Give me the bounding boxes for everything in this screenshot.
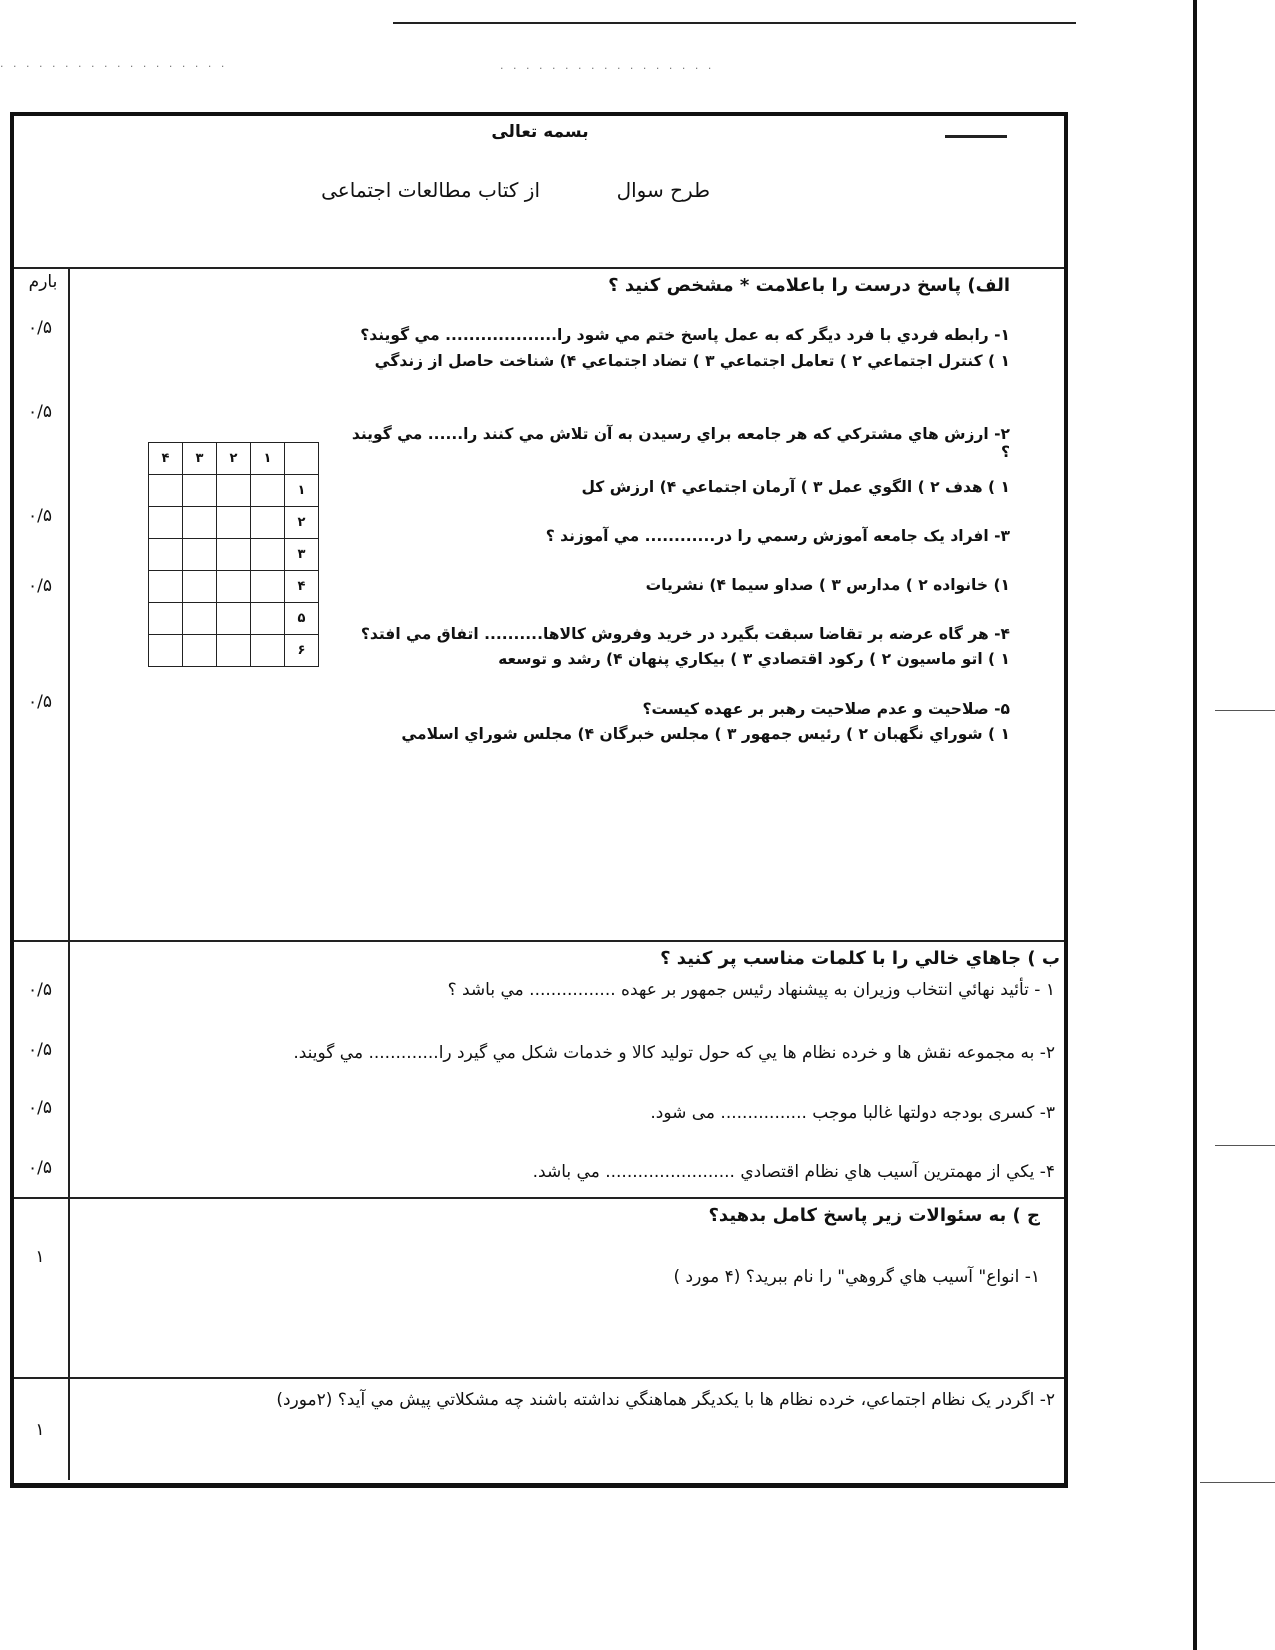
grid-cell[interactable]: [217, 539, 251, 571]
score-b4: ۰/۵: [28, 1158, 52, 1178]
grid-cell[interactable]: [149, 603, 183, 635]
score-c1: ۱: [35, 1247, 45, 1267]
scan-noise-2: · · · · · · · · · · · · · · · · ·: [500, 62, 715, 75]
grid-cell[interactable]: [217, 603, 251, 635]
grid-cell[interactable]: [183, 603, 217, 635]
section-c-title: ج ) به سئوالات زير پاسخ كامل بدهيد؟: [708, 1205, 1040, 1226]
grid-row-number: ۶: [285, 635, 319, 667]
score-a4: ۰/۵: [28, 576, 52, 596]
grid-cell[interactable]: [251, 603, 285, 635]
grid-row-number: ۱: [285, 475, 319, 507]
grid-corner: [285, 443, 319, 475]
question-b4: ۴- يكي از مهمترين آسيب هاي نظام اقتصادي ........................ مي باشد.: [532, 1162, 1055, 1182]
grid-row-number: ۴: [285, 571, 319, 603]
question-a4: ۴- هر گاه عرضه بر تقاضا سبقت بگيرد در خريد وفروش كالاها.......... اتفاق مي افتد؟: [360, 625, 1010, 643]
grid-cell[interactable]: [217, 475, 251, 507]
margin-tick-2: [1215, 1145, 1275, 1146]
score-a5: ۰/۵: [28, 692, 52, 712]
question-a5: ۵- صلاحيت و عدم صلاحيت رهبر بر عهده كيست؟: [642, 700, 1010, 718]
grid-cell[interactable]: [217, 635, 251, 667]
right-margin-strip: [1193, 0, 1275, 1650]
score-a2: ۰/۵: [28, 402, 52, 422]
grid-cell[interactable]: [183, 475, 217, 507]
section-b-separator: [14, 940, 1064, 942]
score-b2: ۰/۵: [28, 1040, 52, 1060]
top-rule: [393, 22, 1076, 24]
grid-cell[interactable]: [251, 539, 285, 571]
options-a3: ۱) خانواده ۲ ) مدارس ۳ ) صداو سيما ۴) نشريات: [645, 576, 1010, 594]
scan-noise: · · · · · · · · · · · · · · · · · ·: [0, 60, 228, 73]
question-b1: ۱ - تأئيد نهائي انتخاب وزيران به پيشنهاد رئيس جمهور بر عهده ................ مي باشد ؟: [447, 980, 1055, 1000]
grid-row: [149, 475, 319, 507]
grid-col-1: ۱: [251, 443, 285, 475]
grid-row: [149, 571, 319, 603]
grid-cell[interactable]: [183, 507, 217, 539]
section-c-separator: [14, 1197, 1064, 1199]
designer-label: طرح سوال: [616, 178, 710, 202]
question-a2: ۲- ارزش هاي مشتركي كه هر جامعه براي رسيدن به آن تلاش مي كنند را...... مي گويند ؟: [351, 425, 1010, 461]
grid-row-number: ۲: [285, 507, 319, 539]
grid-row-number: ۳: [285, 539, 319, 571]
question-a1: ۱- رابطه فردي با فرد ديگر كه به عمل پاسخ ختم مي شود را................... مي گويند؟: [360, 326, 1010, 344]
grid-cell[interactable]: [149, 635, 183, 667]
options-a2: ۱ ) هدف ۲ ) الگوي عمل ۳ ) آرمان اجتماعي ۴) ارزش كل: [581, 478, 1010, 496]
grid-cell[interactable]: [251, 475, 285, 507]
grid-cell[interactable]: [251, 571, 285, 603]
book-label: از کتاب مطالعات اجتماعی: [321, 178, 540, 202]
question-b2: ۲- به مجموعه نقش ها و خرده نظام ها يي كه حول توليد كالا و خدمات شكل مي گيرد را............. مي گويند.: [293, 1043, 1055, 1063]
grid-col-4: ۴: [149, 443, 183, 475]
score-a1: ۰/۵: [28, 318, 52, 338]
grid-cell[interactable]: [251, 507, 285, 539]
grid-cell[interactable]: [183, 539, 217, 571]
grid-cell[interactable]: [149, 507, 183, 539]
grid-cell[interactable]: [217, 507, 251, 539]
margin-tick-3: [1200, 1482, 1275, 1483]
grid-row: [149, 635, 319, 667]
grid-col-3: ۳: [183, 443, 217, 475]
options-a5: ۱ ) شوراي نگهبان ۲ ) رئيس جمهور ۳ ) مجلس خبرگان ۴) مجلس شوراي اسلامي: [401, 725, 1010, 743]
margin-tick: [1215, 710, 1275, 711]
grid-row-number: ۵: [285, 603, 319, 635]
question-a3: ۳- افراد يک جامعه آموزش رسمي را در............ مي آموزند ؟: [545, 527, 1010, 545]
question-c1: ۱- انواع" آسيب هاي گروهي" را نام ببريد؟ (۴ مورد ): [673, 1267, 1040, 1287]
score-b1: ۰/۵: [28, 980, 52, 1000]
header-separator: [14, 267, 1064, 269]
question-b3: ۳- کسری بودجه دولتها غالبا موجب ................ می شود.: [650, 1103, 1055, 1123]
grid-col-2: ۲: [217, 443, 251, 475]
grid-cell[interactable]: [251, 635, 285, 667]
grid-cell[interactable]: [217, 571, 251, 603]
grid-row: [149, 603, 319, 635]
score-column-label: بارم: [28, 272, 58, 292]
score-c2: ۱: [35, 1420, 45, 1440]
answer-grid: [148, 442, 319, 667]
grid-cell[interactable]: [149, 475, 183, 507]
grid-row: [149, 507, 319, 539]
basmala: بسمه تعالی: [491, 122, 589, 142]
grid-row: [149, 539, 319, 571]
options-a1: ۱ ) كنترل اجتماعي ۲ ) تعامل اجتماعي ۳ ) تضاد اجتماعي ۴) شناخت حاصل از زندگي: [374, 352, 1010, 370]
grid-header-row: [149, 443, 319, 475]
section-b-title: ب ) جاهاي خالي را با كلمات مناسب پر كنيد ؟: [660, 948, 1060, 969]
grid-cell[interactable]: [149, 539, 183, 571]
score-column-divider: [68, 268, 70, 1480]
grid-cell[interactable]: [149, 571, 183, 603]
score-a3: ۰/۵: [28, 506, 52, 526]
options-a4: ۱ ) اتو ماسيون ۲ ) ركود اقتصادي ۳ ) بيكاري پنهان ۴) رشد و توسعه: [498, 650, 1010, 668]
question-c2: ۲- اگردر يک نظام اجتماعي، خرده نظام ها با يكديگر هماهنگي نداشته باشند چه مشكلاتي پيش مي آيد؟ (۲مورد): [276, 1390, 1055, 1410]
grid-cell[interactable]: [183, 571, 217, 603]
question-c2-separator: [14, 1377, 1064, 1379]
score-b3: ۰/۵: [28, 1098, 52, 1118]
grid-cell[interactable]: [183, 635, 217, 667]
section-a-title: الف) پاسخ درست را باعلامت * مشخص کنید ؟: [608, 275, 1010, 296]
